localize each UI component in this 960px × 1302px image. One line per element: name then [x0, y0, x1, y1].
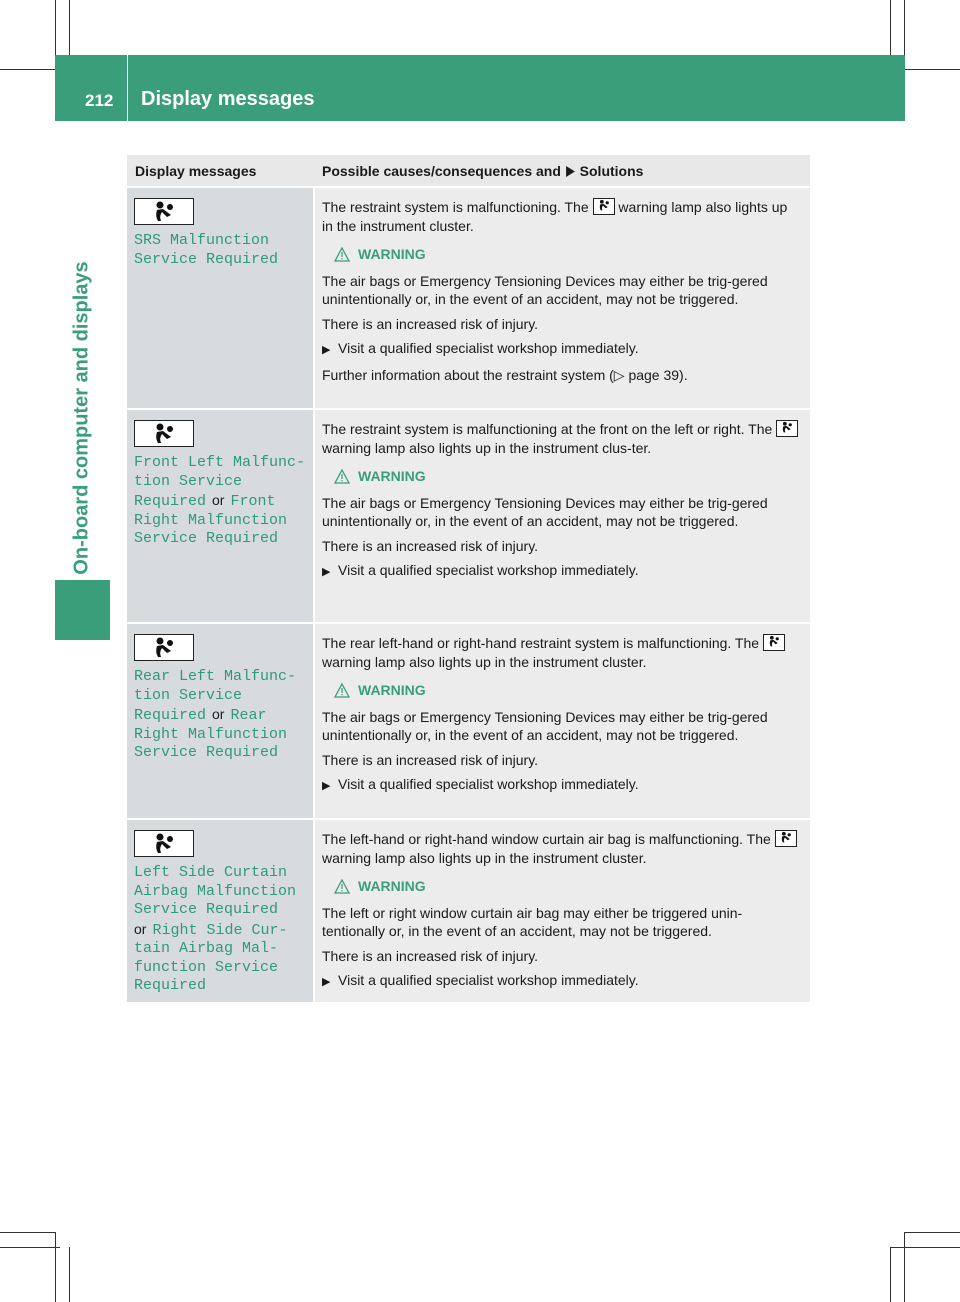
warning-text: The left or right window curtain air bag may either be triggered unin-tentionally or, in the event of an accident, may not be triggered.	[322, 904, 743, 939]
table-row	[127, 624, 810, 818]
warning-text: The air bags or Emergency Tensioning Devices may either be trig-gered unintentionally or, in the event of an accident, may not be triggered.	[322, 708, 768, 743]
crop-mark	[55, 0, 56, 60]
column-header-solutions: Possible causes/consequences and Solutions	[322, 163, 644, 179]
warning-triangle-icon	[334, 247, 350, 262]
play-arrow-icon: ▶	[322, 344, 331, 356]
play-arrow-icon: ▶	[322, 780, 331, 792]
table-header	[127, 155, 810, 186]
display-message: Rear Left Malfunc‐ tion Service Required or Rear Right Malfunction Service Required	[134, 668, 297, 761]
warning-heading: WARNING	[334, 245, 802, 264]
crop-mark	[69, 1247, 70, 1302]
column-header-messages: Display messages	[135, 163, 257, 179]
warning-heading: WARNING	[334, 877, 802, 896]
page-title: Display messages	[141, 88, 315, 110]
action-step: ▶ Visit a qualified specialist workshop immediately.	[322, 561, 802, 582]
display-message: Front Left Malfunc‐ tion Service Required or Front Right Malfunction Service Required	[134, 454, 306, 547]
warning-triangle-icon	[334, 879, 350, 894]
airbag-warning-icon	[776, 420, 798, 437]
table-row	[127, 188, 810, 408]
crop-mark	[55, 1232, 56, 1302]
airbag-warning-icon	[775, 830, 797, 847]
display-message: Left Side Curtain Airbag Malfunction Service Required or Right Side Cur‐ tain Airbag Mal‐ function Service Required	[134, 864, 297, 994]
airbag-warning-icon	[134, 830, 194, 857]
airbag-warning-icon	[593, 198, 615, 215]
play-arrow-icon	[565, 166, 576, 177]
warning-text: The air bags or Emergency Tensioning Devices may either be trig-gered unintentionally or, in the event of an accident, may not be triggered.	[322, 272, 768, 307]
crop-mark	[904, 1232, 960, 1233]
play-arrow-icon: ▶	[322, 566, 331, 578]
side-tab-marker	[55, 580, 110, 640]
airbag-warning-icon	[134, 420, 194, 447]
risk-text: There is an increased risk of injury.	[322, 537, 539, 554]
crop-mark	[0, 1247, 60, 1248]
crop-mark	[69, 0, 70, 60]
airbag-warning-icon	[763, 634, 785, 651]
warning-triangle-icon	[334, 469, 350, 484]
warning-triangle-icon	[334, 683, 350, 698]
play-arrow-icon: ▶	[322, 976, 331, 988]
risk-text: There is an increased risk of injury.	[322, 315, 539, 332]
warning-heading: WARNING	[334, 681, 802, 700]
warning-text: The air bags or Emergency Tensioning Devices may either be trig-gered unintentionally or, in the event of an accident, may not be triggered.	[322, 494, 768, 529]
warning-heading: WARNING	[334, 467, 802, 486]
header-divider	[127, 55, 128, 121]
crop-mark	[890, 1247, 960, 1248]
action-step: ▶ Visit a qualified specialist workshop immediately.	[322, 775, 802, 796]
further-info-link[interactable]: Further information about the restraint system (▷ page 39).	[322, 366, 688, 383]
crop-mark	[904, 0, 905, 60]
page-number: 212	[85, 91, 114, 110]
table-row	[127, 410, 810, 622]
cause-text: The left-hand or right-hand window curtain air bag is malfunctioning. The warning lamp also lights up in the instrument cluster.	[322, 830, 802, 867]
cause-text: The rear left-hand or right-hand restraint system is malfunctioning. The warning lamp also lights up in the instrument cluster.	[322, 634, 802, 671]
crop-mark	[0, 1232, 55, 1233]
crop-mark	[890, 0, 891, 60]
chapter-title: On-board computer and displays	[70, 261, 93, 575]
action-step: ▶ Visit a qualified specialist workshop immediately.	[322, 971, 802, 992]
airbag-warning-icon	[134, 634, 194, 661]
crop-mark	[890, 1247, 891, 1302]
crop-mark	[904, 1232, 905, 1302]
cause-text: The restraint system is malfunctioning. The warning lamp also lights up in the instrument cluster.	[322, 199, 788, 234]
cause-text: The restraint system is malfunctioning at the front on the left or right. The warning lamp also lights up in the instrument clus-ter.	[322, 420, 802, 457]
risk-text: There is an increased risk of injury.	[322, 947, 539, 964]
action-step: ▶ Visit a qualified specialist workshop immediately.	[322, 339, 802, 360]
display-message: SRS Malfunction Service Required	[134, 232, 279, 268]
airbag-warning-icon	[134, 198, 194, 225]
table-row	[127, 820, 810, 1002]
risk-text: There is an increased risk of injury.	[322, 751, 539, 768]
